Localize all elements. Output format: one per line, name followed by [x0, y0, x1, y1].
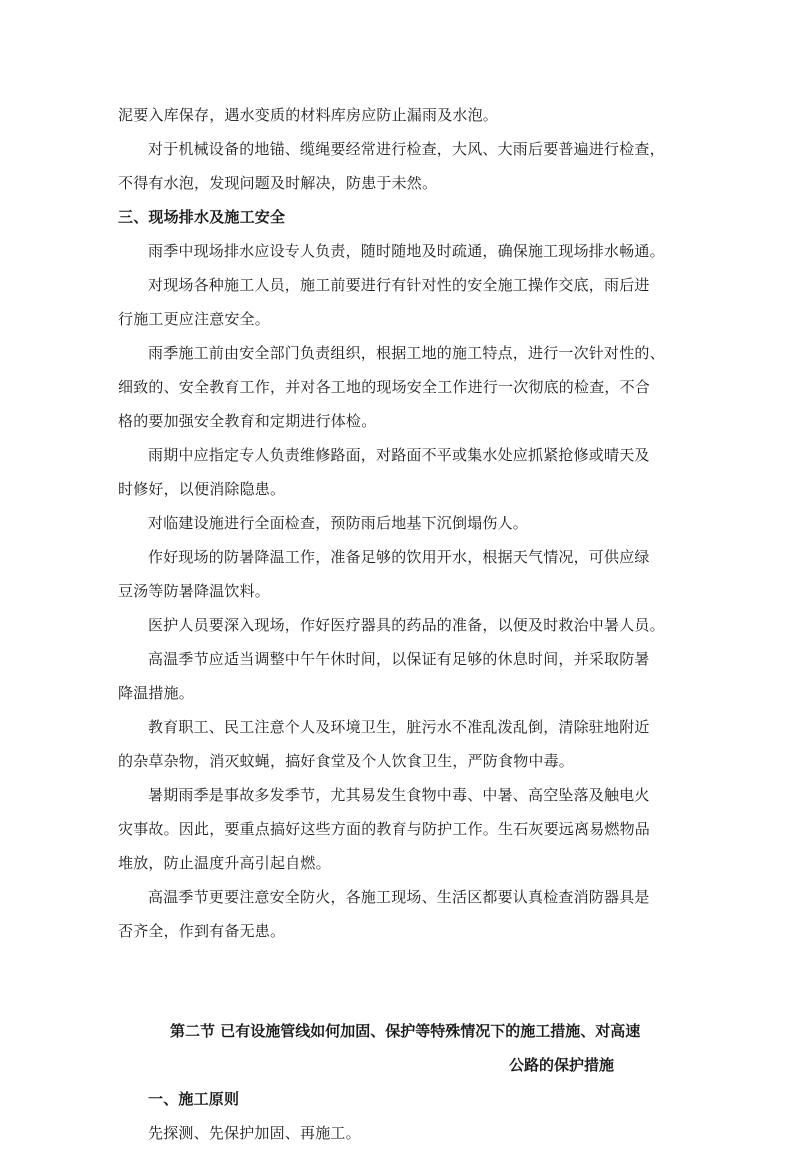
- section-heading: 三、现场排水及施工安全: [118, 208, 286, 226]
- paragraph-line: 时修好，以便消除隐患。: [118, 480, 286, 498]
- paragraph-line: 雨期中应指定专人负责维修路面，对路面不平或集水处应抓紧抢修或晴天及: [148, 446, 650, 464]
- paragraph-line: 雨季中现场排水应设专人负责，随时随地及时疏通，确保施工现场排水畅通。: [148, 242, 665, 260]
- paragraph-line: 格的要加强安全教育和定期进行体检。: [118, 412, 377, 430]
- paragraph-line: 高温季节更要注意安全防火，各施工现场、生活区都要认真检查消防器具是: [148, 888, 650, 906]
- section-title: 第二节 已有设施管线如何加固、保护等特殊情况下的施工措施、对高速: [170, 1022, 641, 1040]
- paragraph-line: 豆汤等防暑降温饮料。: [118, 582, 271, 600]
- document-content: [118, 98, 688, 1150]
- paragraph-line: 不得有水泡，发现问题及时解决，防患于未然。: [118, 174, 438, 192]
- paragraph-line: 行施工更应注意安全。: [118, 310, 271, 328]
- paragraph-line: 堆放，防止温度升高引起自燃。: [118, 854, 331, 872]
- paragraph-line: 暑期雨季是事故多发季节，尤其易发生食物中毒、中暑、高空坠落及触电火: [148, 786, 650, 804]
- paragraph-line: 对临建设施进行全面检查，预防雨后地基下沉倒塌伤人。: [148, 514, 529, 532]
- subsection-heading: 一、施工原则: [148, 1090, 240, 1108]
- section-title-continued: 公路的保护措施: [508, 1056, 614, 1074]
- paragraph-line: 作好现场的防暑降温工作，准备足够的饮用开水，根据天气情况，可供应绿: [148, 548, 650, 566]
- paragraph-line: 的杂草杂物，消灭蚊蝇，搞好食堂及个人饮食卫生，严防食物中毒。: [118, 752, 575, 770]
- paragraph-line: 医护人员要深入现场，作好医疗器具的药品的准备，以便及时救治中暑人员。: [148, 616, 665, 634]
- section-spacer: [118, 948, 688, 1014]
- paragraph-line: 雨季施工前由安全部门负责组织，根据工地的施工特点，进行一次针对性的、: [148, 344, 665, 362]
- paragraph-line: 否齐全，作到有备无患。: [118, 922, 286, 940]
- paragraph-line: 高温季节应适当调整中午午休时间，以保证有足够的休息时间，并采取防暑: [148, 650, 650, 668]
- paragraph-line: 细致的、安全教育工作，并对各工地的现场安全工作进行一次彻底的检查，不合: [118, 378, 651, 396]
- paragraph-line: 灾事故。因此，要重点搞好这些方面的教育与防护工作。生石灰要远离易燃物品: [118, 820, 651, 838]
- paragraph-line: 降温措施。: [118, 684, 195, 702]
- paragraph-line: 对于机械设备的地锚、缆绳要经常进行检查，大风、大雨后要普遍进行检查，: [148, 140, 665, 158]
- paragraph-line: 泥要入库保存，遇水变质的材料库房应防止漏雨及水泡。: [118, 106, 499, 124]
- paragraph-line: 教育职工、民工注意个人及环境卫生，脏污水不准乱泼乱倒，清除驻地附近: [148, 718, 650, 736]
- paragraph-line: 对现场各种施工人员，施工前要进行有针对性的安全施工操作交底，雨后进: [148, 276, 650, 294]
- paragraph-line: 先探测、先保护加固、再施工。: [148, 1124, 361, 1142]
